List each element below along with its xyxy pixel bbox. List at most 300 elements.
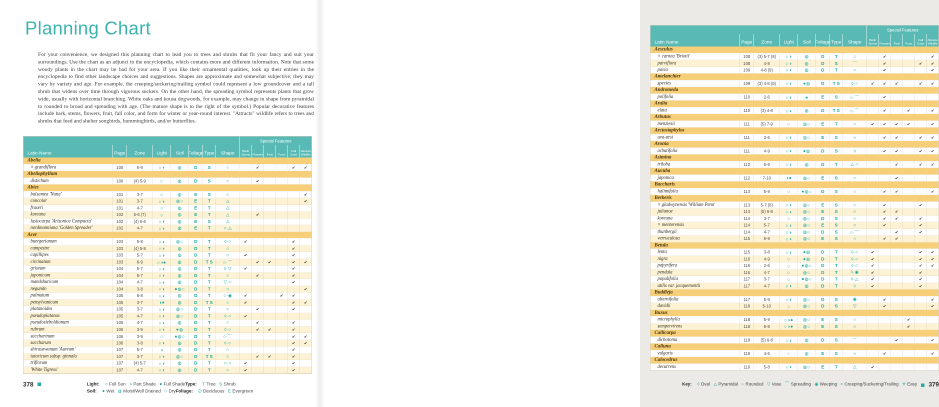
cell-feature-0: ✔	[867, 276, 879, 282]
cell-light: ○◑	[780, 236, 798, 242]
cell-feature-5	[300, 306, 312, 312]
cell-feature-1: ✔	[252, 178, 264, 184]
cell-feature-2	[264, 333, 276, 340]
cell-page: 102	[113, 218, 127, 224]
cell-feature-5	[300, 266, 312, 272]
cell-feature-2	[264, 266, 276, 272]
cell-shape: △·○	[843, 161, 867, 167]
cell-feature-5: ✔	[300, 164, 312, 170]
cell-page: 119	[740, 350, 754, 356]
table-row	[651, 283, 939, 290]
cell-shape: ○	[843, 236, 867, 242]
cell-feature-0	[867, 60, 879, 67]
cell-feature-4: ✔	[288, 347, 300, 353]
cell-latin-name: × gladwynensis 'William Penn'	[657, 202, 716, 208]
cell-zone: 5-9	[754, 188, 780, 194]
cell-light: ○	[780, 263, 798, 269]
cell-feature-1	[252, 198, 264, 204]
cell-foliage: E	[816, 209, 830, 215]
cell-feature-2	[264, 218, 276, 224]
col-header-special-0: Bark/ Stems	[867, 34, 879, 47]
cell-feature-0: ✔	[867, 256, 879, 262]
cell-page: 111	[740, 148, 754, 154]
genus-row-label: Abeliophyllum	[24, 171, 312, 177]
cell-type: S	[830, 350, 843, 356]
cell-light: ○◑	[153, 360, 171, 366]
cell-feature-4	[915, 107, 927, 114]
cell-feature-3	[276, 279, 288, 285]
cell-page: 104	[113, 279, 127, 285]
genus-row-label: Aronia	[651, 141, 939, 147]
col-header-zone: Zone	[127, 145, 153, 158]
cell-foliage: D	[189, 286, 203, 292]
cell-soil: ◍○	[798, 222, 816, 228]
col-header-special-2: Fruit	[891, 34, 903, 47]
cell-shape: ○	[216, 367, 240, 373]
cell-light: ○◑●	[780, 323, 798, 329]
cell-feature-3: ✔	[903, 121, 915, 127]
cell-page: 105	[113, 306, 127, 312]
cell-light: ○	[780, 121, 798, 127]
cell-feature-5: ✔	[927, 107, 939, 114]
cell-feature-1: ✔	[252, 164, 264, 170]
cell-feature-1	[879, 175, 891, 181]
cell-zone: 4-7	[754, 229, 780, 236]
col-header-shape: Shape	[843, 34, 867, 47]
table-row	[651, 107, 939, 114]
cell-latin-name: triflorum	[30, 360, 48, 366]
legend-left	[87, 381, 253, 395]
table-row	[651, 134, 939, 141]
cell-shape: △	[216, 198, 240, 204]
cell-soil: ◍	[171, 360, 189, 366]
legend-symbol: ◍	[117, 388, 122, 394]
legend-symbol: ⌒	[784, 381, 790, 387]
genus-row-label: Calluna	[651, 344, 939, 350]
cell-latin-name: platanoides	[30, 306, 53, 312]
cell-feature-2: ✔	[891, 80, 903, 86]
cell-light: ○◑	[153, 313, 171, 319]
cell-latin-name: papyrifera	[657, 263, 678, 269]
cell-feature-4: ✔	[915, 283, 927, 289]
cell-feature-3	[903, 60, 915, 67]
table-row	[651, 188, 939, 195]
cell-soil: ◍	[171, 164, 189, 170]
cell-shape: ◊·○	[843, 263, 867, 269]
cell-feature-5	[300, 293, 312, 299]
cell-type: S	[203, 164, 216, 170]
legend-symbol: ○	[164, 388, 168, 394]
cell-type: T S	[830, 107, 843, 114]
cell-feature-3	[276, 225, 288, 231]
cell-type: T	[203, 320, 216, 326]
cell-soil: ◍○	[171, 353, 189, 359]
cell-soil: ◍	[798, 283, 816, 289]
cell-feature-0: ✔	[867, 364, 879, 370]
cell-feature-5: ✔	[927, 121, 939, 127]
legend-symbol: ●	[159, 381, 163, 387]
cell-shape: ○	[843, 317, 867, 323]
cell-foliage: E	[189, 225, 203, 231]
cell-feature-4	[288, 225, 300, 231]
cell-soil: ◍	[171, 252, 189, 258]
table-row	[651, 161, 939, 168]
cell-feature-0: ✔	[240, 239, 252, 245]
table-body	[651, 47, 939, 371]
cell-feature-3	[276, 367, 288, 373]
cell-shape: ○	[216, 191, 240, 197]
table-body	[24, 158, 312, 374]
header-spacer	[651, 26, 867, 35]
cell-feature-2	[891, 276, 903, 282]
cell-feature-4	[915, 175, 927, 181]
genus-row	[24, 158, 312, 165]
cell-feature-4: ✔	[288, 367, 300, 373]
cell-page: 100	[113, 178, 127, 184]
table-row	[651, 256, 939, 263]
cell-type: T S	[830, 80, 843, 86]
cell-shape: △	[216, 205, 240, 211]
genus-row	[651, 74, 939, 81]
cell-zone: (3) 4-8	[754, 107, 780, 114]
cell-feature-3	[276, 252, 288, 258]
cell-feature-1	[879, 249, 891, 255]
table-row	[651, 202, 939, 209]
footer-right	[650, 381, 939, 388]
cell-light: ○◑	[153, 353, 171, 359]
cell-feature-5	[927, 222, 939, 228]
cell-feature-1: ✔	[879, 350, 891, 356]
cell-latin-name: parviflora	[657, 60, 677, 66]
cell-shape: ○	[216, 164, 240, 170]
cell-foliage: D	[816, 283, 830, 289]
cell-shape: ○	[216, 245, 240, 251]
legend-label: Key:	[682, 381, 692, 387]
cell-zone: 5-9	[754, 161, 780, 167]
cell-zone: 6-8	[127, 293, 153, 299]
cell-zone: 4-7	[127, 320, 153, 326]
cell-latin-name: dichotoma	[657, 337, 678, 343]
cell-feature-4: ✔	[915, 249, 927, 255]
cell-light: ○	[780, 350, 798, 356]
cell-foliage: D	[189, 245, 203, 251]
col-header-type: Type	[830, 34, 843, 47]
cell-foliage: D	[189, 293, 203, 299]
table-row	[651, 364, 939, 371]
cell-type: T	[203, 326, 216, 332]
cell-feature-3	[903, 236, 915, 242]
cell-zone: 4-7	[754, 269, 780, 275]
cell-feature-2	[264, 164, 276, 170]
cell-latin-name: shirasawanum 'Aureum'	[30, 347, 76, 353]
cell-type: T	[830, 53, 843, 59]
cell-light: ○◑	[780, 296, 798, 302]
cell-feature-2	[264, 299, 276, 305]
legend-text: Part Shade	[133, 381, 156, 387]
genus-row-label: Acer	[24, 232, 312, 238]
cell-type: T	[203, 239, 216, 245]
cell-feature-5: ✔	[927, 80, 939, 86]
cell-feature-3	[276, 286, 288, 292]
cell-foliage: D	[816, 188, 830, 194]
cell-feature-4	[915, 94, 927, 101]
cell-feature-4	[915, 236, 927, 242]
cell-soil: ◍	[798, 67, 816, 73]
cell-latin-name: rubrum	[30, 326, 45, 332]
cell-foliage: D	[816, 337, 830, 344]
cell-latin-name: koreana	[657, 215, 673, 221]
cell-type: S	[203, 191, 216, 197]
cell-light: ○◑	[780, 148, 798, 154]
cell-zone: 3-7	[127, 353, 153, 359]
cell-zone: (4) 5-9	[127, 178, 153, 184]
cell-shape: ○	[843, 222, 867, 228]
cell-type: T	[830, 256, 843, 262]
cell-latin-name: thunbergii	[657, 229, 677, 235]
cell-feature-3	[276, 306, 288, 312]
cell-zone: 2-6	[754, 263, 780, 269]
cell-shape: ◊·○	[216, 340, 240, 346]
cell-feature-3	[903, 188, 915, 194]
legend-label: Type:	[185, 381, 197, 387]
cell-feature-1	[879, 337, 891, 344]
cell-light: ○	[780, 188, 798, 194]
col-header-special-2: Fruit	[264, 145, 276, 158]
cell-zone: (4) 5-8	[127, 245, 153, 251]
cell-page: 105	[113, 293, 127, 299]
cell-foliage: D	[189, 313, 203, 319]
cell-foliage: D	[189, 326, 203, 332]
cell-page: 118	[740, 323, 754, 329]
cell-foliage: E	[816, 364, 830, 370]
cell-type: T	[203, 293, 216, 299]
cell-foliage: D	[816, 256, 830, 262]
cell-feature-2: ✔	[891, 134, 903, 140]
cell-feature-4: ✔	[288, 326, 300, 332]
cell-latin-name: lenta	[657, 249, 667, 255]
special-features-group-header: Special Features	[867, 26, 939, 35]
cell-feature-0	[867, 296, 879, 302]
cell-zone: 6-8	[754, 323, 780, 329]
cell-feature-2	[891, 53, 903, 59]
cell-feature-2	[891, 269, 903, 275]
col-header-special-4: Fall Color	[915, 34, 927, 47]
cell-soil: ◍○	[171, 313, 189, 319]
cell-feature-4	[288, 313, 300, 319]
cell-feature-2	[891, 263, 903, 269]
cell-feature-1	[252, 347, 264, 353]
cell-feature-3	[276, 245, 288, 251]
cell-feature-5: ✔	[300, 340, 312, 346]
cell-feature-0: ✔	[867, 269, 879, 275]
cell-feature-4	[288, 191, 300, 197]
cell-soil: ●◍○	[171, 286, 189, 292]
cell-feature-5	[300, 212, 312, 218]
cell-shape: ○·△	[216, 225, 240, 231]
cell-type: S	[830, 337, 843, 344]
col-header-special-3: Form	[903, 34, 915, 47]
cell-page: 117	[740, 283, 754, 289]
cell-feature-1: ✔	[879, 121, 891, 127]
cell-feature-5	[927, 202, 939, 208]
planning-chart-table-left	[23, 136, 312, 374]
cell-feature-1: ✔	[252, 259, 264, 266]
cell-latin-name: japonica	[657, 175, 674, 181]
cell-type: S	[830, 296, 843, 302]
cell-type: T	[830, 269, 843, 275]
cell-page: 118	[740, 303, 754, 309]
cell-light: ○◑	[153, 306, 171, 312]
cell-latin-name: 'White Tigress'	[30, 367, 58, 373]
cell-page: 112	[740, 161, 754, 167]
cell-feature-1	[252, 225, 264, 231]
cell-zone: 6-9	[127, 259, 153, 266]
cell-feature-3	[276, 178, 288, 184]
table-row	[651, 148, 939, 155]
cell-feature-1	[252, 293, 264, 299]
cell-feature-0	[240, 353, 252, 359]
cell-feature-4: ✔	[288, 360, 300, 366]
cell-zone: 5-6 (7)	[127, 212, 153, 218]
cell-feature-3	[903, 80, 915, 86]
cell-zone: 3-8	[754, 249, 780, 255]
cell-soil: ◍○	[798, 121, 816, 127]
genus-row-label: Buddleja	[651, 290, 939, 296]
table-header-group-row	[24, 137, 312, 146]
cell-zone: 5-7 (8)	[754, 202, 780, 208]
cell-feature-0	[240, 245, 252, 251]
cell-feature-4: ✔	[288, 353, 300, 359]
cell-feature-1: ✔	[879, 53, 891, 59]
cell-page: 117	[740, 296, 754, 302]
cell-soil: ◍○	[798, 317, 816, 323]
cell-soil: ◍	[798, 107, 816, 114]
cell-soil: ◍	[171, 293, 189, 299]
cell-soil: ●◍	[798, 256, 816, 262]
cell-shape: ○	[843, 188, 867, 194]
table-row	[651, 317, 939, 324]
cell-foliage: E	[816, 94, 830, 101]
cell-feature-0: ✔	[240, 252, 252, 258]
cell-type: T	[203, 367, 216, 373]
cell-page: 116	[740, 269, 754, 275]
legend-symbol: ≈	[840, 381, 843, 387]
cell-feature-2	[891, 222, 903, 228]
cell-feature-4	[915, 303, 927, 309]
cell-zone: 4-6	[754, 350, 780, 356]
cell-zone: 5-9	[754, 317, 780, 323]
cell-type: T	[830, 249, 843, 255]
cell-page: 103	[113, 252, 127, 258]
genus-row-label: Abelia	[24, 158, 312, 164]
cell-feature-0	[867, 303, 879, 309]
cell-feature-2	[264, 320, 276, 326]
cell-feature-4	[915, 364, 927, 370]
cell-feature-4: ✔	[915, 256, 927, 262]
table-row	[24, 266, 312, 273]
cell-feature-0	[240, 340, 252, 346]
cell-feature-5	[927, 276, 939, 282]
cell-light: ○◑	[153, 367, 171, 373]
cell-feature-2	[264, 306, 276, 312]
cell-shape: ≈	[843, 134, 867, 140]
cell-feature-3	[276, 239, 288, 245]
cell-shape: ◊·▽	[216, 266, 240, 272]
cell-light: ○	[780, 276, 798, 282]
cell-latin-name: fraseri	[30, 205, 43, 211]
cell-type: S	[830, 323, 843, 329]
cell-shape: ○	[216, 178, 240, 184]
cell-latin-name: arbutifolia	[657, 148, 678, 154]
cell-page: 110	[740, 107, 754, 114]
cell-latin-name: utilis var. jacquemontii	[657, 283, 701, 289]
cell-feature-5: ✔	[300, 259, 312, 266]
cell-latin-name: polifolia	[657, 94, 674, 100]
cell-feature-3: ✔	[903, 107, 915, 114]
cell-feature-2	[264, 367, 276, 373]
cell-feature-1: ✔	[879, 215, 891, 221]
cell-latin-name: nigra	[657, 256, 668, 262]
cell-feature-5: ✔	[300, 333, 312, 340]
genus-row-label: Arbutus	[651, 114, 939, 120]
col-header-zone: Zone	[754, 34, 780, 47]
cell-feature-4: ✔	[288, 340, 300, 346]
cell-feature-1	[879, 263, 891, 269]
cell-latin-name: campestre	[30, 245, 50, 251]
table-row	[651, 67, 939, 74]
cell-feature-5	[927, 364, 939, 370]
col-header-page: Page	[740, 34, 754, 47]
table-row	[651, 60, 939, 67]
genus-row-label: Abies	[24, 185, 312, 191]
table-row	[651, 121, 939, 128]
cell-light: ◑●	[153, 299, 171, 305]
cell-feature-5: ✔	[927, 53, 939, 59]
cell-soil: ◍	[171, 367, 189, 373]
table-row	[651, 296, 939, 303]
cell-type: S	[830, 222, 843, 228]
cell-feature-3	[903, 209, 915, 215]
table-header-group-row	[651, 26, 939, 35]
cell-type: T	[203, 347, 216, 353]
table-row	[24, 293, 312, 300]
cell-foliage: E	[189, 198, 203, 204]
cell-foliage: D	[189, 306, 203, 312]
cell-shape: ◊·△	[843, 276, 867, 282]
table-row	[651, 276, 939, 283]
cell-soil: ◍○	[171, 239, 189, 245]
cell-latin-name: uva-ursi	[657, 134, 673, 140]
cell-foliage: D	[816, 53, 830, 59]
cell-page: 119	[740, 337, 754, 344]
cell-feature-1	[252, 340, 264, 346]
col-header-page: Page	[113, 145, 127, 158]
cell-feature-0	[867, 175, 879, 181]
table-row	[24, 313, 312, 320]
cell-feature-4	[288, 212, 300, 218]
cell-type: T	[203, 360, 216, 366]
cell-feature-0	[867, 209, 879, 215]
cell-soil: ◍○	[798, 202, 816, 208]
planning-chart-table-right	[650, 25, 939, 371]
legend-text: Moist/Well Drained	[123, 388, 161, 394]
cell-type: T	[830, 283, 843, 289]
cell-feature-5	[927, 215, 939, 221]
cell-zone: 3-7	[754, 215, 780, 221]
col-header-foliage: Foliage	[189, 145, 203, 158]
page-right	[320, 0, 939, 407]
cell-latin-name: pseudoplatanus	[30, 313, 60, 319]
